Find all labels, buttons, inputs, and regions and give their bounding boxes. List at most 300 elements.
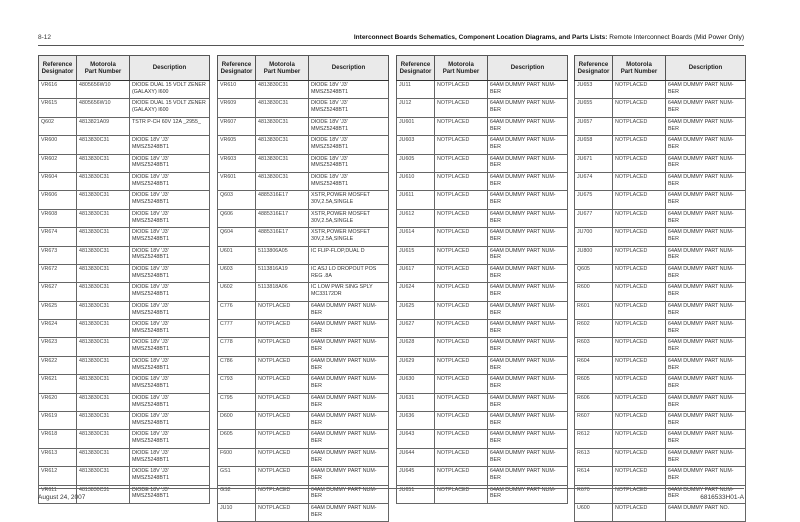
table-row	[397, 448, 568, 466]
table-row	[39, 264, 210, 282]
part-number: NOTPLACED	[256, 320, 309, 338]
description: 64AM DUMMY PART NUM-BER	[488, 228, 568, 246]
part-number: NOTPLACED	[256, 485, 309, 503]
part-number: NOTPLACED	[613, 154, 666, 172]
reference-designator: R605	[575, 375, 613, 393]
description: DIODE DUAL 15 VOLT ZENER (GALAXY) I600	[130, 99, 210, 117]
table-row	[397, 81, 568, 99]
part-number: NOTPLACED	[256, 503, 309, 521]
description: DIODE 18V 'J3' MMSZ5248BT1	[130, 356, 210, 374]
description: 64AM DUMMY PART NUM-BER	[666, 448, 746, 466]
description: 64AM DUMMY PART NUM-BER	[666, 393, 746, 411]
description: DIODE 18V 'J3' MMSZ5248BT1	[130, 467, 210, 485]
description: 64AM DUMMY PART NUM-BER	[488, 191, 568, 209]
col-header-part-line2: Part Number	[442, 68, 480, 75]
reference-designator: GS2	[218, 485, 256, 503]
part-number: 4813830C31	[256, 154, 309, 172]
table-row	[575, 264, 746, 282]
description: DIODE 18V 'J3' MMSZ5248BT1	[130, 246, 210, 264]
reference-designator: JU644	[397, 448, 435, 466]
table-row	[397, 117, 568, 135]
reference-designator: Q602	[39, 117, 77, 135]
description: 64AM DUMMY PART NUM-BER	[666, 117, 746, 135]
part-number: 4813830C31	[77, 228, 130, 246]
parts-table-3	[396, 55, 568, 504]
reference-designator: VR627	[39, 283, 77, 301]
description: 64AM DUMMY PART NO.	[666, 503, 746, 521]
col-header-reference-line2: Designator	[399, 68, 432, 75]
reference-designator: VR622	[39, 356, 77, 374]
table-row	[397, 430, 568, 448]
part-number: NOTPLACED	[613, 448, 666, 466]
table-header-row	[397, 56, 568, 81]
description: DIODE 18V 'J3' MMSZ5248BT1	[130, 485, 210, 503]
col-header-reference	[39, 56, 77, 81]
part-number: 4813830C31	[77, 246, 130, 264]
part-number: NOTPLACED	[613, 117, 666, 135]
table-row	[397, 375, 568, 393]
table-row	[218, 356, 389, 374]
reference-designator: JU643	[397, 430, 435, 448]
table-row	[397, 172, 568, 190]
description: DIODE 18V 'J3' MMSZ5248BT1	[309, 117, 389, 135]
part-number: NOTPLACED	[435, 320, 488, 338]
part-number: NOTPLACED	[435, 467, 488, 485]
reference-designator: VR619	[39, 412, 77, 430]
col-header-reference-line1: Reference	[578, 60, 609, 68]
description: DIODE 18V 'J3' MMSZ5248BT1	[130, 228, 210, 246]
reference-designator: VR625	[39, 301, 77, 319]
reference-designator: C786	[218, 356, 256, 374]
table-row	[39, 393, 210, 411]
description: 64AM DUMMY PART NUM-BER	[309, 320, 389, 338]
reference-designator: R602	[575, 320, 613, 338]
part-number: 4885316E17	[256, 228, 309, 246]
table-row	[39, 301, 210, 319]
reference-designator: R603	[575, 338, 613, 356]
col-header-part-line1: Motorola	[448, 60, 474, 68]
part-number: 4813830C31	[77, 412, 130, 430]
col-header-description: Description	[309, 56, 389, 81]
table-row	[218, 375, 389, 393]
parts-table-1	[38, 55, 210, 504]
part-number: 4813830C31	[256, 117, 309, 135]
part-number: NOTPLACED	[435, 228, 488, 246]
part-number: NOTPLACED	[435, 136, 488, 154]
reference-designator: JU624	[397, 283, 435, 301]
reference-designator: JU671	[575, 154, 613, 172]
part-number: 4813830C31	[77, 448, 130, 466]
part-number: NOTPLACED	[256, 448, 309, 466]
description: 64AM DUMMY PART NUM-BER	[666, 301, 746, 319]
description: 64AM DUMMY PART NUM-BER	[666, 172, 746, 190]
col-header-reference-line2: Designator	[220, 68, 253, 75]
table-row	[39, 430, 210, 448]
part-number: 4813821A09	[77, 117, 130, 135]
description: DIODE 18V 'J3' MMSZ5248BT1	[130, 430, 210, 448]
description: 64AM DUMMY PART NUM-BER	[488, 320, 568, 338]
col-header-part-number	[613, 56, 666, 81]
table-row	[39, 154, 210, 172]
description: DIODE 18V 'J3' MMSZ5248BT1	[130, 375, 210, 393]
description: 64AM DUMMY PART NUM-BER	[309, 430, 389, 448]
reference-designator: D605	[218, 430, 256, 448]
reference-designator: F600	[218, 448, 256, 466]
footer-date: August 24, 2007	[38, 494, 86, 501]
part-number: NOTPLACED	[613, 172, 666, 190]
reference-designator: Q603	[218, 191, 256, 209]
running-header-section: Interconnect Boards Schematics, Component Location Diagrams, and Parts Lists:	[353, 34, 608, 41]
part-number: NOTPLACED	[435, 172, 488, 190]
description: 64AM DUMMY PART NUM-BER	[488, 375, 568, 393]
table-row	[575, 320, 746, 338]
part-number: NOTPLACED	[435, 283, 488, 301]
reference-designator: VR611	[39, 485, 77, 503]
reference-designator: U601	[218, 246, 256, 264]
reference-designator: R604	[575, 356, 613, 374]
reference-designator: JU625	[397, 301, 435, 319]
part-number: NOTPLACED	[435, 301, 488, 319]
reference-designator: JU11	[397, 81, 435, 99]
description: DIODE 18V 'J3' MMSZ5248BT1	[309, 172, 389, 190]
reference-designator: JU611	[397, 191, 435, 209]
table-row	[575, 191, 746, 209]
part-number: NOTPLACED	[435, 412, 488, 430]
description: DIODE DUAL 15 VOLT ZENER (GALAXY) I600	[130, 81, 210, 99]
col-header-description: Description	[130, 56, 210, 81]
description: 64AM DUMMY PART NUM-BER	[488, 393, 568, 411]
table-row	[39, 467, 210, 485]
table-row	[397, 320, 568, 338]
table-row	[39, 99, 210, 117]
description: 64AM DUMMY PART NUM-BER	[488, 81, 568, 99]
reference-designator: R614	[575, 467, 613, 485]
table-row	[397, 228, 568, 246]
part-number: NOTPLACED	[435, 393, 488, 411]
part-number: 4813830C31	[256, 136, 309, 154]
part-number: NOTPLACED	[435, 209, 488, 227]
reference-designator: JU677	[575, 209, 613, 227]
part-number: 4813830C31	[77, 136, 130, 154]
table-row	[218, 448, 389, 466]
reference-designator: JU636	[397, 412, 435, 430]
description: DIODE 18V 'J3' MMSZ5248BT1	[309, 136, 389, 154]
reference-designator: C793	[218, 375, 256, 393]
table-row	[397, 99, 568, 117]
reference-designator: C777	[218, 320, 256, 338]
description: DIODE 18V 'J3' MMSZ5248BT1	[309, 99, 389, 117]
part-number: NOTPLACED	[613, 264, 666, 282]
reference-designator: R613	[575, 448, 613, 466]
reference-designator: VR612	[39, 467, 77, 485]
part-number: 4885316E17	[256, 209, 309, 227]
part-number: NOTPLACED	[435, 264, 488, 282]
table-row	[575, 81, 746, 99]
description: DIODE 18V 'J3' MMSZ5248BT1	[130, 264, 210, 282]
part-number: 4813830C31	[77, 191, 130, 209]
description: 64AM DUMMY PART NUM-BER	[666, 228, 746, 246]
table-row	[39, 136, 210, 154]
description: 64AM DUMMY PART NUM-BER	[488, 209, 568, 227]
col-header-reference-line1: Reference	[400, 60, 431, 68]
part-number: 4813830C31	[77, 467, 130, 485]
reference-designator: R600	[575, 283, 613, 301]
table-row	[39, 283, 210, 301]
reference-designator: JU655	[575, 99, 613, 117]
part-number: 4813830C31	[77, 283, 130, 301]
description: 64AM DUMMY PART NUM-BER	[666, 154, 746, 172]
reference-designator: VR603	[218, 154, 256, 172]
col-header-reference-line1: Reference	[42, 60, 73, 68]
description: 64AM DUMMY PART NUM-BER	[488, 430, 568, 448]
description: 64AM DUMMY PART NUM-BER	[666, 320, 746, 338]
table-row	[397, 154, 568, 172]
part-number: NOTPLACED	[256, 356, 309, 374]
table-row	[575, 99, 746, 117]
table-row	[397, 356, 568, 374]
reference-designator: R670	[575, 485, 613, 503]
table-row	[397, 191, 568, 209]
reference-designator: VR673	[39, 246, 77, 264]
description: DIODE 18V 'J3' MMSZ5248BT1	[130, 209, 210, 227]
table-row	[218, 430, 389, 448]
reference-designator: JU657	[575, 117, 613, 135]
part-number: NOTPLACED	[435, 356, 488, 374]
part-number: NOTPLACED	[435, 191, 488, 209]
table-row	[575, 375, 746, 393]
description: 64AM DUMMY PART NUM-BER	[666, 81, 746, 99]
table-row	[39, 246, 210, 264]
table-row	[575, 154, 746, 172]
reference-designator: JU627	[397, 320, 435, 338]
reference-designator: R612	[575, 430, 613, 448]
reference-designator: JU614	[397, 228, 435, 246]
description: 64AM DUMMY PART NUM-BER	[666, 264, 746, 282]
description: DIODE 18V 'J3' MMSZ5248BT1	[130, 412, 210, 430]
reference-designator: JU630	[397, 375, 435, 393]
part-number: 4813830C31	[77, 485, 130, 503]
reference-designator: VR608	[39, 209, 77, 227]
col-header-description: Description	[666, 56, 746, 81]
reference-designator: JU628	[397, 338, 435, 356]
part-number: NOTPLACED	[435, 154, 488, 172]
col-header-part-line1: Motorola	[90, 60, 116, 68]
reference-designator: JU617	[397, 264, 435, 282]
part-number: 4813830C31	[77, 375, 130, 393]
col-header-part-line2: Part Number	[263, 68, 301, 75]
reference-designator: VR623	[39, 338, 77, 356]
description: DIODE 18V 'J3' MMSZ5248BT1	[309, 81, 389, 99]
part-number: 5113816A19	[256, 264, 309, 282]
reference-designator: JU629	[397, 356, 435, 374]
part-number: 4813830C31	[77, 301, 130, 319]
description: 64AM DUMMY PART NUM-BER	[666, 356, 746, 374]
description: 64AM DUMMY PART NUM-BER	[488, 283, 568, 301]
description: 64AM DUMMY PART NUM-BER	[666, 412, 746, 430]
table-row	[397, 301, 568, 319]
part-number: NOTPLACED	[613, 191, 666, 209]
reference-designator: U603	[218, 264, 256, 282]
table-row	[397, 246, 568, 264]
col-header-part-number	[77, 56, 130, 81]
part-number: NOTPLACED	[613, 485, 666, 503]
description: 64AM DUMMY PART NUM-BER	[309, 467, 389, 485]
reference-designator: VR605	[218, 136, 256, 154]
part-number: NOTPLACED	[613, 393, 666, 411]
reference-designator: C778	[218, 338, 256, 356]
part-number: NOTPLACED	[613, 136, 666, 154]
description: 64AM DUMMY PART NUM-BER	[666, 191, 746, 209]
part-number: NOTPLACED	[256, 430, 309, 448]
table-row	[397, 264, 568, 282]
reference-designator: JU12	[397, 99, 435, 117]
part-number: 4813830C31	[77, 154, 130, 172]
part-number: NOTPLACED	[613, 81, 666, 99]
reference-designator: D600	[218, 412, 256, 430]
description: 64AM DUMMY PART NUM-BER	[666, 338, 746, 356]
table-row	[397, 283, 568, 301]
description: 64AM DUMMY PART NUM-BER	[488, 154, 568, 172]
table-header-row	[39, 56, 210, 81]
reference-designator: JU658	[575, 136, 613, 154]
table-header-row	[218, 56, 389, 81]
col-header-part-line2: Part Number	[84, 68, 122, 75]
table-row	[575, 503, 746, 521]
part-number: NOTPLACED	[613, 356, 666, 374]
table-row	[397, 338, 568, 356]
description: 64AM DUMMY PART NUM-BER	[309, 393, 389, 411]
description: DIODE 18V 'J3' MMSZ5248BT1	[130, 448, 210, 466]
part-number: 4813830C31	[77, 172, 130, 190]
table-row	[218, 172, 389, 190]
table-row	[218, 246, 389, 264]
part-number: NOTPLACED	[435, 448, 488, 466]
part-number: 4813830C31	[77, 264, 130, 282]
reference-designator: VR604	[39, 172, 77, 190]
reference-designator: VR674	[39, 228, 77, 246]
table-row	[218, 467, 389, 485]
page-number: 8-12	[38, 34, 52, 41]
table-row	[218, 117, 389, 135]
part-number: NOTPLACED	[613, 375, 666, 393]
reference-designator: JU645	[397, 467, 435, 485]
description: 64AM DUMMY PART NUM-BER	[488, 117, 568, 135]
description: DIODE 18V 'J3' MMSZ5248BT1	[130, 136, 210, 154]
part-number: NOTPLACED	[613, 301, 666, 319]
table-row	[218, 393, 389, 411]
reference-designator: JU651	[397, 485, 435, 503]
reference-designator: VR621	[39, 375, 77, 393]
description: 64AM DUMMY PART NUM-BER	[488, 448, 568, 466]
description: DIODE 18V 'J3' MMSZ5248BT1	[309, 154, 389, 172]
part-number: NOTPLACED	[613, 320, 666, 338]
col-header-reference-line2: Designator	[41, 68, 74, 75]
table-row	[218, 228, 389, 246]
part-number: 4813830C31	[256, 99, 309, 117]
reference-designator: JU603	[397, 136, 435, 154]
reference-designator: VR615	[39, 99, 77, 117]
table-row	[39, 356, 210, 374]
reference-designator: GS1	[218, 467, 256, 485]
parts-table-4	[574, 55, 746, 522]
col-header-part-number	[435, 56, 488, 81]
reference-designator: U602	[218, 283, 256, 301]
table-row	[575, 209, 746, 227]
table-row	[575, 356, 746, 374]
part-number: NOTPLACED	[256, 338, 309, 356]
part-number: NOTPLACED	[435, 375, 488, 393]
reference-designator: R607	[575, 412, 613, 430]
table-row	[397, 412, 568, 430]
description: DIODE 18V 'J3' MMSZ5248BT1	[130, 338, 210, 356]
table-row	[218, 136, 389, 154]
table-row	[218, 283, 389, 301]
description: 64AM DUMMY PART NUM-BER	[309, 338, 389, 356]
description: 64AM DUMMY PART NUM-BER	[666, 99, 746, 117]
part-number: NOTPLACED	[613, 430, 666, 448]
table-row	[218, 209, 389, 227]
reference-designator: VR616	[39, 81, 77, 99]
description: 64AM DUMMY PART NUM-BER	[488, 467, 568, 485]
table-row	[39, 375, 210, 393]
footer-doc-number: 6816533H01-A	[700, 494, 744, 501]
part-number: NOTPLACED	[613, 228, 666, 246]
description: 64AM DUMMY PART NUM-BER	[488, 412, 568, 430]
col-header-reference-line2: Designator	[577, 68, 610, 75]
part-number: 4813830C31	[77, 430, 130, 448]
description: DIODE 18V 'J3' MMSZ5248BT1	[130, 191, 210, 209]
description: DIODE 18V 'J3' MMSZ5248BT1	[130, 301, 210, 319]
table-row	[218, 338, 389, 356]
description: 64AM DUMMY PART NUM-BER	[309, 485, 389, 503]
col-header-reference-line1: Reference	[221, 60, 252, 68]
part-number: NOTPLACED	[435, 81, 488, 99]
description: 64AM DUMMY PART NUM-BER	[488, 485, 568, 503]
table-row	[218, 503, 389, 521]
reference-designator: VR602	[39, 154, 77, 172]
table-row	[575, 136, 746, 154]
table-row	[397, 209, 568, 227]
description: 64AM DUMMY PART NUM-BER	[309, 412, 389, 430]
table-row	[575, 448, 746, 466]
description: 64AM DUMMY PART NUM-BER	[666, 209, 746, 227]
reference-designator: VR607	[218, 117, 256, 135]
description: 64AM DUMMY PART NUM-BER	[309, 503, 389, 521]
description: 64AM DUMMY PART NUM-BER	[666, 283, 746, 301]
description: IC LOW PWR SING SPLY MC33172DR	[309, 283, 389, 301]
table-row	[218, 301, 389, 319]
description: 64AM DUMMY PART NUM-BER	[488, 264, 568, 282]
table-row	[397, 393, 568, 411]
reference-designator: JU601	[397, 117, 435, 135]
reference-designator: VR624	[39, 320, 77, 338]
reference-designator: Q605	[575, 264, 613, 282]
table-row	[218, 81, 389, 99]
table-row	[218, 99, 389, 117]
part-number: NOTPLACED	[435, 246, 488, 264]
table-row	[397, 467, 568, 485]
col-header-reference	[218, 56, 256, 81]
description: TSTR P-CH 60V 12A _2955_	[130, 117, 210, 135]
part-number: 5113806A05	[256, 246, 309, 264]
description: 64AM DUMMY PART NUM-BER	[309, 301, 389, 319]
table-row	[39, 412, 210, 430]
part-number: NOTPLACED	[256, 301, 309, 319]
part-number: 4805656W10	[77, 99, 130, 117]
description: 64AM DUMMY PART NUM-BER	[666, 246, 746, 264]
description: 64AM DUMMY PART NUM-BER	[666, 430, 746, 448]
description: 64AM DUMMY PART NUM-BER	[488, 136, 568, 154]
